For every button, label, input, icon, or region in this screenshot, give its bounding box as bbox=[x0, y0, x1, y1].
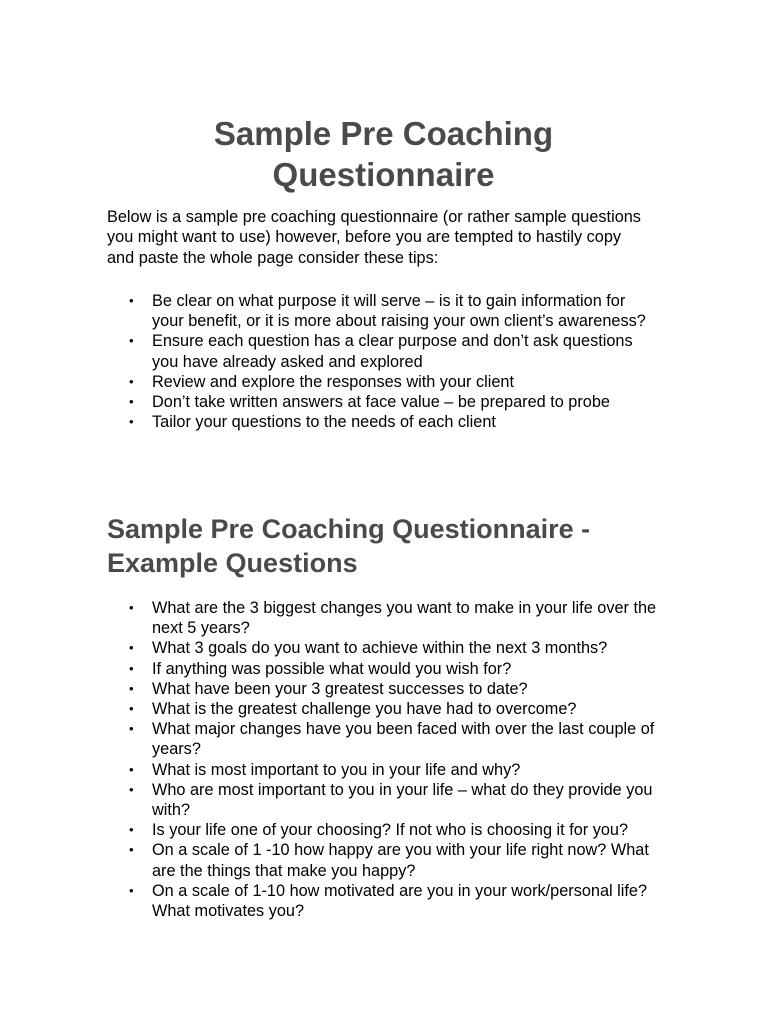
list-item bbox=[107, 392, 660, 412]
bullet-icon: • bbox=[129, 414, 134, 430]
section-heading: Sample Pre Coaching Questionnaire - Example Questions bbox=[107, 514, 591, 578]
bullet-icon: • bbox=[129, 600, 134, 615]
tip-text: Ensure each question has a clear purpose and don’t ask questions you have already asked and explored bbox=[152, 332, 633, 371]
question-text: What have been your 3 greatest successes to date? bbox=[152, 679, 528, 698]
question-text: What 3 goals do you want to achieve within the next 3 months? bbox=[152, 639, 608, 658]
question-text: What are the 3 biggest changes you want to make in your life over the next 5 years? bbox=[152, 599, 657, 638]
question-text: Who are most important to you in your life – what do they provide you with? bbox=[152, 780, 653, 820]
bullet-icon: • bbox=[129, 394, 134, 410]
list-item bbox=[107, 659, 660, 679]
bullet-icon: • bbox=[129, 640, 134, 656]
bullet-icon: • bbox=[129, 680, 134, 696]
list-item bbox=[107, 760, 660, 780]
question-text: If anything was possible what would you wish for? bbox=[152, 659, 512, 678]
list-item bbox=[107, 719, 660, 759]
tip-text: Review and explore the responses with your client bbox=[152, 372, 514, 391]
bullet-icon: • bbox=[129, 660, 134, 676]
document-title: Sample Pre Coaching Questionnaire bbox=[213, 115, 554, 193]
question-text: What is the greatest challenge you have had to overcome? bbox=[152, 700, 577, 719]
bullet-icon: • bbox=[129, 293, 134, 308]
bullet-icon: • bbox=[129, 781, 134, 797]
list-item bbox=[107, 598, 660, 638]
tip-text: Tailor your questions to the needs of each client bbox=[152, 413, 496, 432]
intro-paragraph: Below is a sample pre coaching questionnaire (or rather sample questions you might want to use) however, before you are tempted to hastily copy and paste the whole page consider these tips: bbox=[107, 208, 641, 267]
question-text: On a scale of 1-10 how motivated are you in your work/personal life? What motivates you? bbox=[152, 881, 648, 921]
question-text: What is most important to you in your life and why? bbox=[152, 760, 521, 779]
bullet-icon: • bbox=[129, 822, 134, 838]
list-item bbox=[107, 780, 660, 820]
list-item bbox=[107, 699, 660, 719]
question-text: What major changes have you been faced with over the last couple of years? bbox=[152, 720, 655, 759]
bullet-icon: • bbox=[129, 721, 134, 737]
questions-list bbox=[107, 598, 660, 921]
list-item bbox=[107, 372, 660, 392]
bullet-icon: • bbox=[129, 333, 134, 349]
list-item bbox=[107, 679, 660, 699]
bullet-icon: • bbox=[129, 842, 134, 858]
list-item bbox=[107, 820, 660, 840]
list-item bbox=[107, 291, 660, 331]
tip-text: Don’t take written answers at face value – be prepared to probe bbox=[152, 393, 610, 412]
bullet-icon: • bbox=[129, 373, 134, 389]
list-item bbox=[107, 881, 660, 921]
bullet-icon: • bbox=[129, 882, 134, 898]
list-item bbox=[107, 840, 660, 880]
list-item bbox=[107, 638, 660, 658]
question-text: On a scale of 1 -10 how happy are you with your life right now? What are the things that make you happy? bbox=[152, 841, 649, 880]
question-text: Is your life one of your choosing? If not who is choosing it for you? bbox=[152, 821, 629, 840]
tips-list bbox=[107, 291, 660, 432]
list-item bbox=[107, 412, 660, 432]
tip-text: Be clear on what purpose it will serve – is it to gain information for your benefit, or it is more about raising your own client’s awareness? bbox=[152, 292, 646, 331]
bullet-icon: • bbox=[129, 761, 134, 777]
list-item bbox=[107, 331, 660, 371]
bullet-icon: • bbox=[129, 701, 134, 717]
